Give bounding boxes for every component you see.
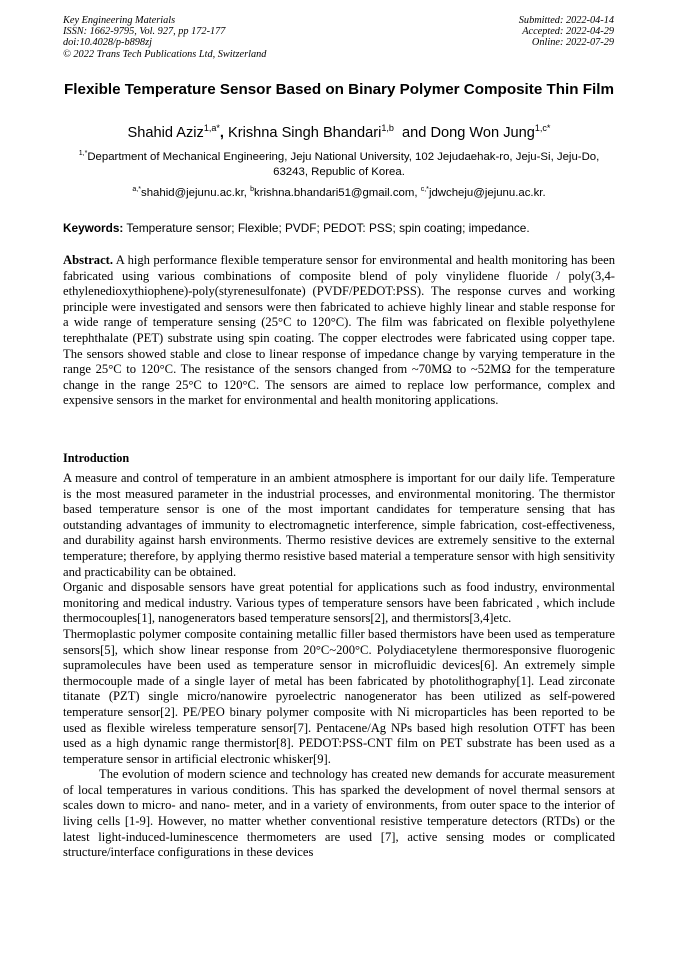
affiliation-mark: 1,* xyxy=(78,150,88,158)
keywords-label: Keywords: xyxy=(63,221,124,235)
affiliation-text: Department of Mechanical Engineering, Jeju National University, 102 Jejudaehak-ro, Jeju-Si, Jeju-Do, 63243, Republic of Korea. xyxy=(87,151,600,178)
author-name: Shahid Aziz xyxy=(127,125,204,141)
author-affiliation-mark: 1,b xyxy=(381,123,394,134)
paragraph: The evolution of modern science and technology has created new demands for accurate measurement of local temperatures in various conditions. This has sparked the development of novel thermal sensors at scales down to micro- and nano- meter, and in a variety of environments, from outer space to the interior of living cells [1-9]. However, no matter whether conventional resistive temperature detectors (RTDs) or the latest light-induced-luminescence thermometers are used [7], active sensing modes or complicated structure/interface configurations in these devices xyxy=(63,767,615,860)
author-separator: , xyxy=(219,125,229,141)
keywords-text: Temperature sensor; Flexible; PVDF; PEDOT: PSS; spin coating; impedance. xyxy=(123,221,530,235)
paragraph: Organic and disposable sensors have great potential for applications such as food industry, environmental monitoring and medical industry. Various types of temperature sensors have been fabricated , which include thermocouples[1], nanogenerators based temperature sensors[2], and thermistors[3,4]etc. xyxy=(63,580,615,626)
author-name: Krishna Singh Bhandari xyxy=(228,125,382,141)
abstract-text: A high performance flexible temperature sensor for environmental and health monitoring has been fabricated using various combinations of composite blend of poly vinylidene fluoride / poly(3,4-ethylenedioxythiophene)-poly(styrenesulfonate) (PVDF/PEDOT:PSS). The response curves and working principle were investigated and sensors were then fabricated to achieve highly linear and stable response for a wide range of temperature sensing (25°C to 120°C). The film was fabricated on flexible polyethylene terephthalate (PET) substrate using spin coating. The copper electrodes were fabricated using copper tape. The sensors showed stable and close to linear response of impedance change by varying temperature in the range 25°C to 120°C. The resistance of the sensors changed from ~70MΩ to ~52MΩ for the temperature change in the range 25°C to 120°C. The sensors are aimed to replace low performance, complex and expensive sensors in the market for environmental and health monitoring applications. xyxy=(63,253,615,408)
abstract-paragraph xyxy=(63,253,615,409)
author-emails xyxy=(60,186,618,200)
journal-header xyxy=(63,15,266,60)
author-list xyxy=(60,124,618,142)
abstract-label: Abstract. xyxy=(63,253,114,267)
introduction-body xyxy=(63,471,615,861)
email-link[interactable]: shahid@jejunu.ac.kr, xyxy=(141,187,251,199)
email-mark: c,* xyxy=(420,186,429,194)
paragraph: A measure and control of temperature in an ambient atmosphere is important for our daily life. Temperature is the most measured parameter in the industrial processes, and environmental monitoring. The thermistor based temperature sensor is one of the most important candidates for temperature sensing that has outstanding advantages of immunity to electromagnetic interference, simple fabrication, cost-effectiveness, and durability against harsh environments. Thermo resistive devices are extremely sensitive to the external temperature; therefore, by applying thermo resistive based material a temperature sensor with high sensitivity and practicability can be obtained. xyxy=(63,471,615,579)
doi-line: doi:10.4028/p-b898zj xyxy=(63,37,152,49)
author-affiliation-mark: 1,a* xyxy=(203,123,220,134)
journal-name: Key Engineering Materials xyxy=(63,15,176,26)
introduction-heading: Introduction xyxy=(63,451,130,465)
issn-line: ISSN: 1662-9795, Vol. 927, pp 172-177 xyxy=(63,26,226,38)
submitted-date: Submitted: 2022-04-14 xyxy=(518,15,614,26)
author-name: Dong Won Jung xyxy=(430,125,535,141)
copyright-line: © 2022 Trans Tech Publications Ltd, Switzerland xyxy=(63,48,267,60)
dates-header xyxy=(519,15,614,49)
paper-title: Flexible Temperature Sensor Based on Binary Polymer Composite Thin Film xyxy=(64,81,614,98)
email-mark: b xyxy=(250,186,255,194)
email-link[interactable]: jdwcheju@jejunu.ac.kr. xyxy=(428,187,546,199)
email-link[interactable]: krishna.bhandari51@gmail.com, xyxy=(254,187,421,199)
accepted-date: Accepted: 2022-04-29 xyxy=(522,26,614,38)
author-affiliation-mark: 1,c* xyxy=(534,123,551,134)
online-date: Online: 2022-07-29 xyxy=(531,37,614,49)
author-separator: and xyxy=(393,125,431,141)
keywords xyxy=(63,221,618,235)
paragraph: Thermoplastic polymer composite containing metallic filler based thermistors have been used as temperature sensors[5], which show linear response from 20°C~200°C. Polydiacetylene thermoresponsive fluorogenic supramolecules have been used as temperature sensor in microfluidic devices[6]. An extremely simple thermocouple made of a single layer of metal has been fabricated by photolithography[1]. Lead zirconate titanate (PZT) single micro/nanowire pyroelectric nanogenerator has been utilized as self-powered temperature sensor[2]. PE/PEO binary polymer composite with Ni microparticles has been reported to be used as flexible wireless temperature sensor[7]. Pentacene/Ag NPs based high resolution OTFT has been used as a high dynamic range thermistor[8]. PEDOT:PSS-CNT film on PET substrate has been used as a temperature sensor in artificial electronic whisker[9]. xyxy=(63,626,615,766)
affiliation xyxy=(70,150,608,179)
abstract xyxy=(63,253,615,409)
email-mark: a,* xyxy=(132,186,141,194)
